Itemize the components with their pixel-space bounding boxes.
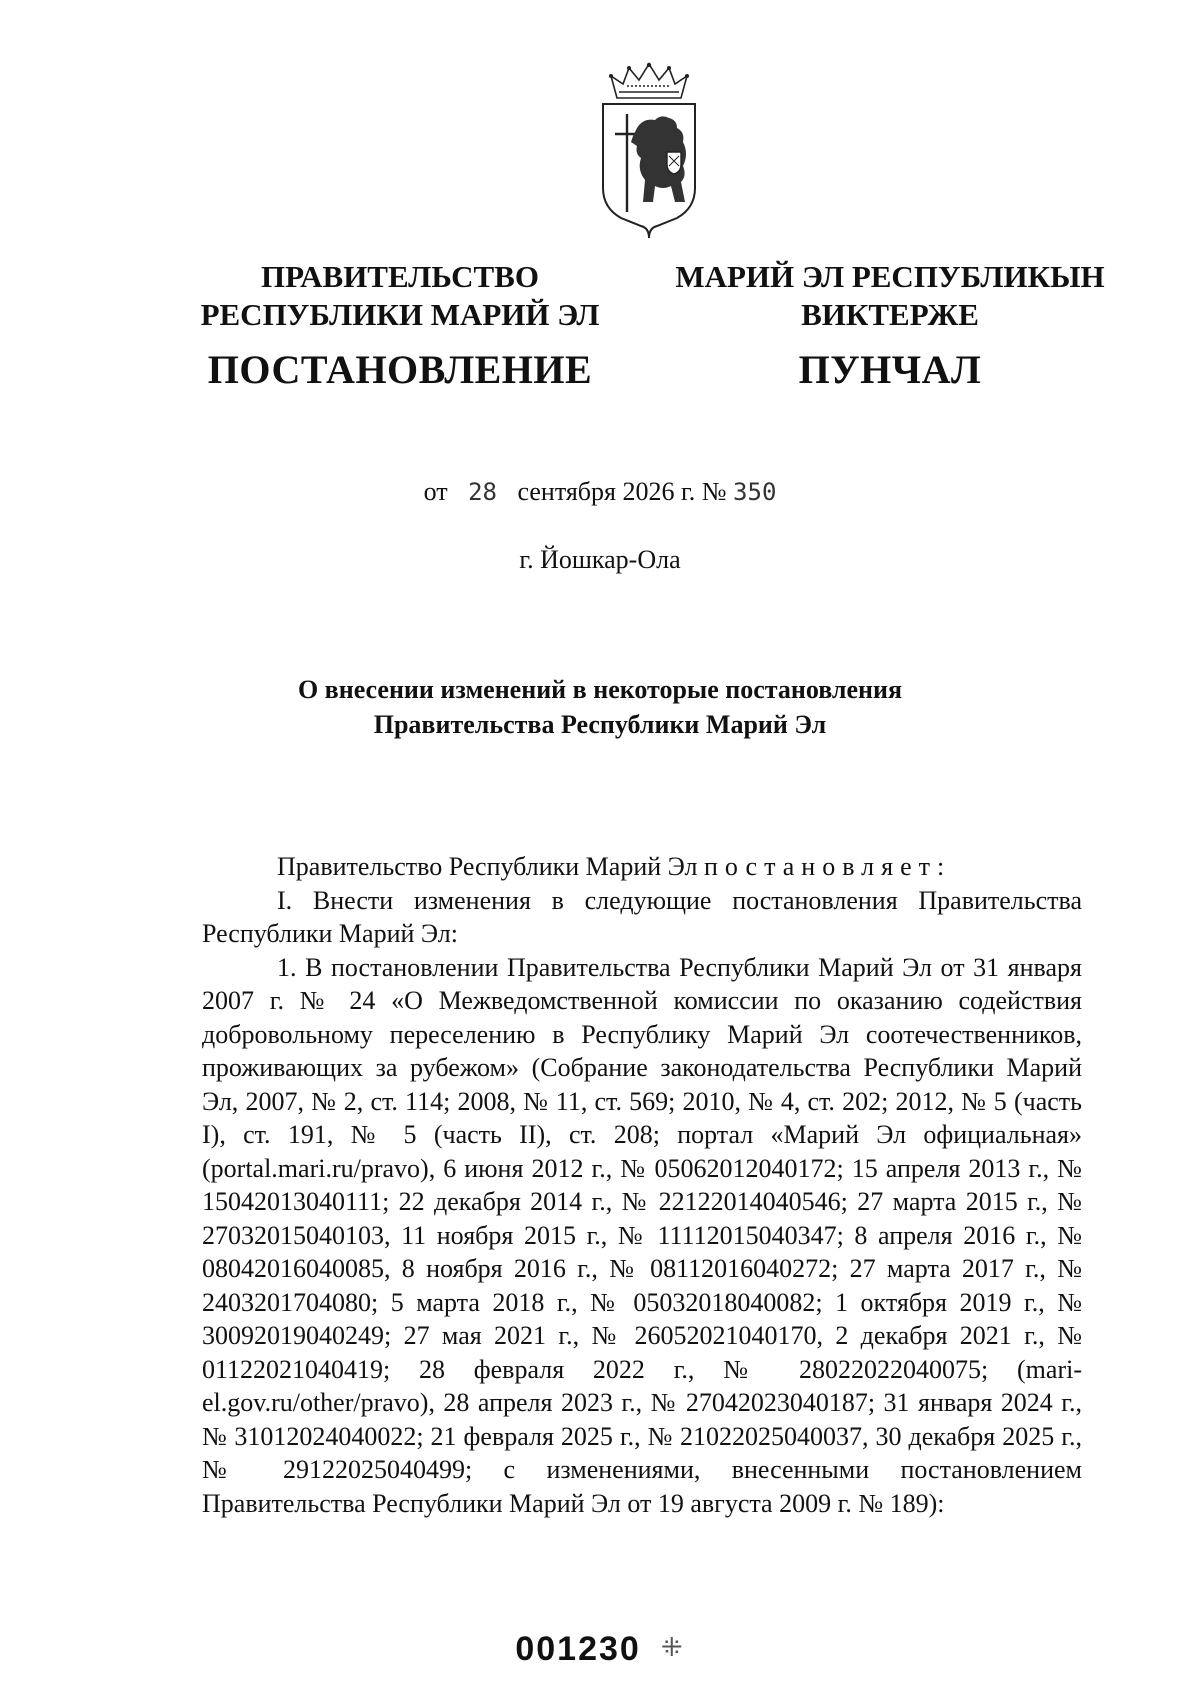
form-serial-number [0,1630,1200,1669]
coat-of-arms-icon [597,62,701,240]
body-intro [202,850,1082,884]
serial-mark-icon: ⁜ [660,1632,685,1662]
body-item-1: 1. В постановлении Правительства Республики Марий Эл от 31 января 2007 г. № 24 «О Межведомственной комиссии по оказанию содействия добровольному переселению в Республику Марий Эл соотечественников, проживающих за рубежом» (Собрание законодательства Республики Марий Эл, 2007, № 2, ст. 114; 2008, № 11, ст. 569; 2010, № 4, ст. 202; 2012, № 5 (часть I), ст. 191, № 5 (часть II), ст. 208; портал «Марий Эл официальная» (portal.mari.ru/pravo), 6 июня 2012 г., № 05062012040172; 15 апреля 2013 г., № 15042013040111; 22 декабря 2014 г., № 22122014040546; 27 марта 2015 г., № 27032015040103, 11 ноября 2015 г., № 11112015040347; 8 апреля 2016 г., № 08042016040085, 8 ноября 2016 г., № 08112016040272; 27 марта 2017 г., № 2403201704080; 5 марта 2018 г., № 05032018040082; 1 октября 2019 г., № 30092019040249; 27 мая 2021 г., № 26052021040170, 2 декабря 2021 г., № 01122021040419; 28 февраля 2022 г., № 28022022040075; (mari-el.gov.ru/other/pravo), 28 апреля 2023 г., № 27042023040187; 31 января 2024 г., № 31012024040022; 21 февраля 2025 г., № 21022025040037, 30 декабря 2025 г., № 29122025040499; с изменениями, внесенными постановлением Правительства Республики Марий Эл от 19 августа 2009 г. № 189): [202,952,1082,1518]
org-name-russian-line2: РЕСПУБЛИКИ МАРИЙ ЭЛ [200,296,600,332]
doc-type-russian: ПОСТАНОВЛЕНИЕ [207,346,593,392]
org-name-mari-line2: ВИКТЕРЖЕ [801,296,979,332]
intro-text: Правительство Республики Марий Эл [277,852,698,881]
dateline-day: 28 [468,478,498,506]
document-body [202,850,1082,1520]
document-city: г. Йошкар-Ола [519,545,681,574]
org-name-mari-line1: МАРИЙ ЭЛ РЕСПУБЛИКЫН [675,259,1105,294]
subject-line-2: Правительства Республики Марий Эл [373,709,827,739]
document-subject [0,673,1200,742]
intro-decree-word: постановляет: [703,852,952,881]
dateline-number-sign: № [701,477,727,506]
dateline-month-year: сентября 2026 г. [517,477,696,506]
dateline-prefix: от [423,477,448,506]
doc-type-mari: ПУНЧАЛ [798,346,982,392]
document-number: 350 [733,478,777,506]
subject-line-1: О внесении изменений в некоторые постановления [297,675,903,704]
serial-number-text: 001230 [515,1630,641,1668]
body-item-roman-1: I. Внести изменения в следующие постановления Правительства Республики Марий Эл: [202,885,1082,948]
header-right-block [660,258,1120,394]
document-dateline [0,477,1200,507]
header-left-block [190,258,610,394]
org-name-russian-line1: ПРАВИТЕЛЬСТВО [261,259,539,294]
